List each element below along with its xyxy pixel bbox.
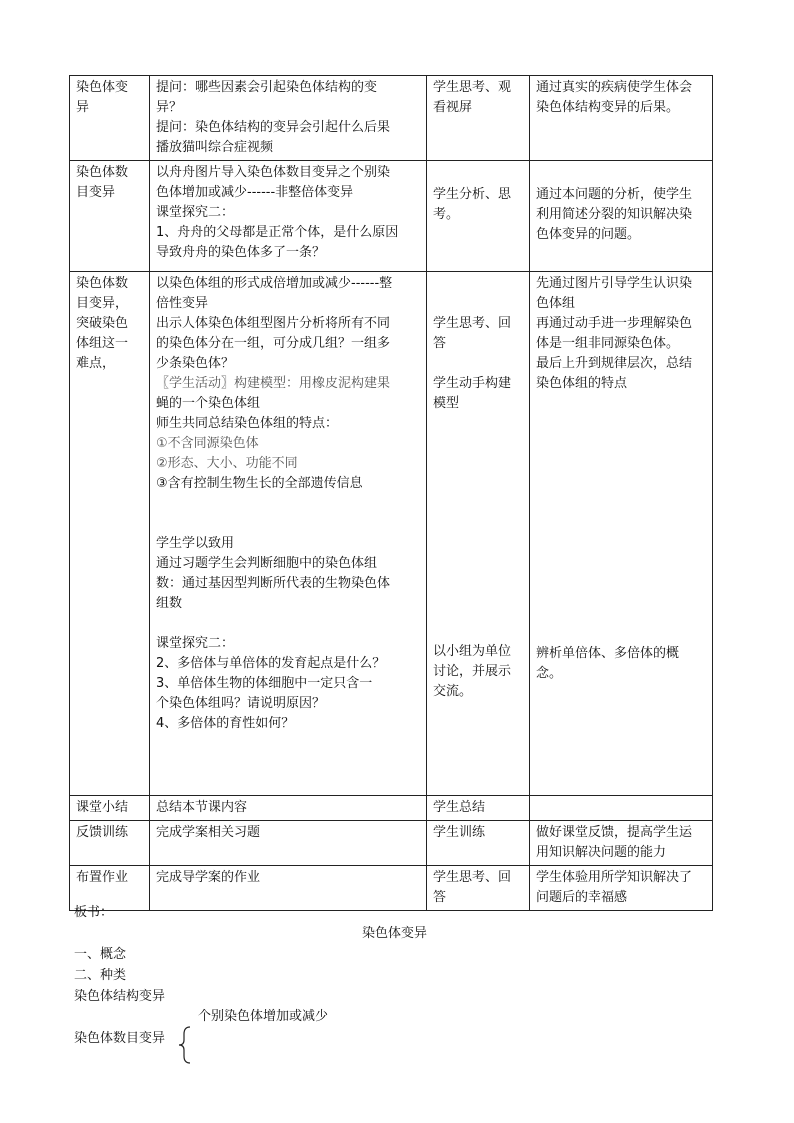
- design-intent-cell: [530, 272, 713, 796]
- text-line: 倍性变异: [156, 296, 209, 311]
- teacher-activity-cell: [150, 76, 427, 161]
- text-line: 染色体组的特点: [536, 376, 628, 391]
- text-line: 学生分析、思: [433, 187, 512, 202]
- teacher-activity-cell: [150, 161, 427, 272]
- text-line: 完成导学案的作业: [156, 870, 261, 885]
- text-line: 通过真实的疾病使学生体会: [536, 80, 693, 95]
- text-line: ①不含同源染色体: [156, 436, 259, 451]
- text-line: 通过习题学生会判断细胞中的染色体组: [156, 556, 378, 571]
- text-line: 答: [433, 336, 447, 351]
- blackboard-item: 染色体数目变异: [74, 1031, 166, 1046]
- text-line: ③含有控制生物生长的全部遗传信息: [156, 476, 363, 491]
- text-line: 反馈训练: [76, 825, 129, 840]
- teacher-activity-cell: [150, 821, 427, 866]
- student-activity-cell: [427, 866, 530, 911]
- blackboard-label: 板书：: [74, 905, 114, 920]
- text-line: 染色体数: [76, 165, 129, 180]
- text-line: 通过本问题的分析，使学生: [536, 187, 693, 202]
- text-line: 1、舟舟的父母都是正常个体，是什么原因: [156, 225, 399, 240]
- blackboard-item: 一、概念: [74, 947, 127, 962]
- table-row: [70, 161, 713, 272]
- spacer: [536, 394, 708, 644]
- text-line: 念。: [536, 666, 563, 681]
- teacher-activity-cell: [150, 272, 427, 796]
- teacher-activity-cell: [150, 866, 427, 911]
- stage-cell: [70, 76, 150, 161]
- design-intent-cell: [530, 866, 713, 911]
- design-intent-cell: [530, 161, 713, 272]
- text-line: 答: [433, 890, 447, 905]
- text-line: 染色体结构变异的后果。: [536, 100, 680, 115]
- text-line: 3、单倍体生物的体细胞中一定只含一: [156, 676, 373, 691]
- text-line: 看视屏: [433, 100, 473, 115]
- text-line: 学生训练: [433, 825, 486, 840]
- spacer: [156, 494, 422, 534]
- text-line: 色体组: [536, 296, 576, 311]
- text-line: 染色体变: [76, 80, 129, 95]
- text-line: 以舟舟图片导入染色体数目变异之个别染: [156, 165, 391, 180]
- spacer: [156, 614, 422, 634]
- text-line: 目变异，: [76, 296, 129, 311]
- text-line: 少条染色体？: [156, 356, 235, 371]
- text-line: 个染色体组吗？请说明原因？: [156, 696, 326, 711]
- student-activity-cell: [427, 821, 530, 866]
- stage-cell: [70, 272, 150, 796]
- text-line: 蝇的一个染色体组: [156, 396, 261, 411]
- student-activity-cell: [427, 76, 530, 161]
- text-line: 以小组为单位: [433, 644, 512, 659]
- text-line: 完成学案相关习题: [156, 825, 261, 840]
- design-intent-cell: [530, 76, 713, 161]
- text-line: [536, 798, 708, 818]
- text-line: 做好课堂反馈，提高学生运: [536, 825, 693, 840]
- text-line: 辨析单倍体、多倍体的概: [536, 646, 680, 661]
- table-row: [70, 76, 713, 161]
- stage-cell: [70, 821, 150, 866]
- text-line: 交流。: [433, 684, 473, 699]
- table-row: [70, 272, 713, 796]
- table-row: [70, 796, 713, 821]
- spacer: [433, 354, 525, 374]
- student-activity-cell: [427, 796, 530, 821]
- student-activity-cell: [427, 272, 530, 796]
- text-line: 体是一组非同源染色体。: [536, 336, 680, 351]
- text-line: 讨论，并展示: [433, 664, 512, 679]
- text-line: 提问：染色体结构的变异会引起什么后果: [156, 120, 391, 135]
- text-line: 以染色体组的形式成倍增加或减少------整: [156, 276, 393, 291]
- curly-brace-icon: [178, 1026, 192, 1064]
- text-line: 学生学以致用: [156, 536, 235, 551]
- text-line: 学生动手构建: [433, 376, 512, 391]
- text-line: 〖学生活动〗构建模型：用橡皮泥构建果: [156, 376, 391, 391]
- text-line: 师生共同总结染色体组的特点：: [156, 416, 339, 431]
- text-line: 再通过动手进一步理解染色: [536, 316, 693, 331]
- text-line: 导致舟舟的染色体多了一条？: [156, 245, 326, 260]
- text-line: 总结本节课内容: [156, 800, 248, 815]
- text-line: 课堂探究二：: [156, 636, 235, 651]
- blackboard-title: 染色体变异: [362, 926, 428, 941]
- text-line: 课堂小结: [76, 800, 129, 815]
- text-line: 最后上升到规律层次，总结: [536, 356, 693, 371]
- text-line: 色体变异的问题。: [536, 227, 641, 242]
- text-line: 组数: [156, 596, 183, 611]
- text-line: 突破染色: [76, 316, 129, 331]
- text-line: 异？: [156, 100, 183, 115]
- text-line: 染色体数: [76, 276, 129, 291]
- text-line: 目变异: [76, 185, 116, 200]
- blackboard-item: 二、种类: [74, 968, 127, 983]
- text-line: 学生思考、回: [433, 870, 512, 885]
- text-line: 数：通过基因型判断所代表的生物染色体: [156, 576, 391, 591]
- stage-cell: [70, 161, 150, 272]
- text-line: 出示人体染色体组型图片分析将所有不同: [156, 316, 391, 331]
- text-line: 体组这一: [76, 336, 129, 351]
- text-line: 学生体验用所学知识解决了: [536, 870, 693, 885]
- text-line: 播放猫叫综合症视频: [156, 140, 274, 155]
- text-line: 提问：哪些因素会引起染色体结构的变: [156, 80, 378, 95]
- table-row: [70, 821, 713, 866]
- student-activity-cell: [427, 161, 530, 272]
- text-line: 考。: [433, 207, 460, 222]
- text-line: 课堂探究二：: [156, 205, 235, 220]
- text-line: 学生思考、观: [433, 80, 512, 95]
- blackboard-branch: 个别染色体增加或减少: [198, 1009, 329, 1024]
- text-line: 模型: [433, 396, 460, 411]
- stage-cell: [70, 796, 150, 821]
- spacer: [433, 414, 525, 642]
- text-line: 异: [76, 100, 90, 115]
- text-line: 学生总结: [433, 800, 486, 815]
- text-line: ②形态、大小、功能不同: [156, 456, 298, 471]
- text-line: 利用简述分裂的知识解决染: [536, 207, 693, 222]
- table-row: [70, 866, 713, 911]
- text-line: 用知识解决问题的能力: [536, 845, 667, 860]
- design-intent-cell: [530, 796, 713, 821]
- lesson-plan-table: [69, 75, 713, 911]
- text-line: 布置作业: [76, 870, 129, 885]
- design-intent-cell: [530, 821, 713, 866]
- blackboard-item: 染色体结构变异: [74, 989, 166, 1004]
- text-line: 难点，: [76, 356, 116, 371]
- text-line: 2、多倍体与单倍体的发育起点是什么？: [156, 656, 386, 671]
- text-line: 先通过图片引导学生认识染: [536, 276, 693, 291]
- text-line: 4、多倍体的育性如何？: [156, 716, 295, 731]
- text-line: 问题后的幸福感: [536, 890, 628, 905]
- text-line: 的染色体分在一组，可分成几组？一组多: [156, 336, 391, 351]
- teacher-activity-cell: [150, 796, 427, 821]
- text-line: 学生思考、回: [433, 316, 512, 331]
- text-line: 色体增加或减少------非整倍体变异: [156, 185, 354, 200]
